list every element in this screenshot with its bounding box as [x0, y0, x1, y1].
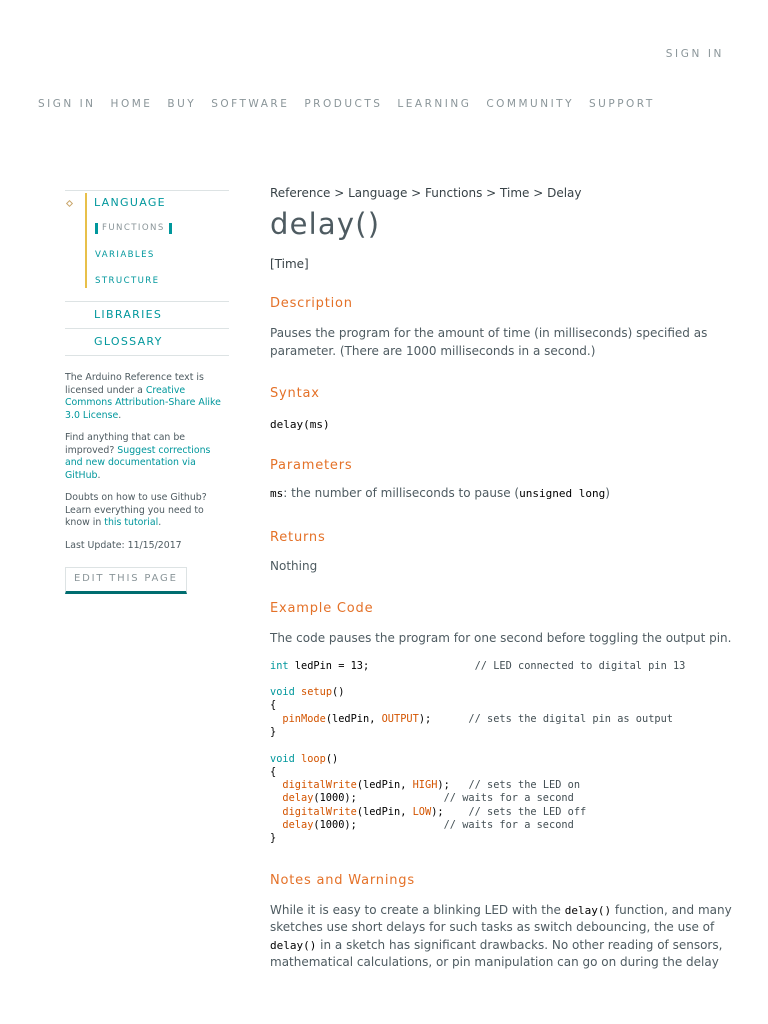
sidebar-subitem-functions[interactable]: FUNCTIONS: [95, 223, 172, 234]
example-intro: The code pauses the program for one second before toggling the output pin.: [270, 631, 732, 645]
nav-community[interactable]: COMMUNITY: [486, 98, 575, 110]
code-text: ledPin = 13;: [288, 659, 370, 672]
code-text: (1000);: [313, 819, 357, 832]
notes-part: in a sketch has significant drawbacks. No other reading of sensors, mathematical calculations, or pin manipulation can go on during the delay: [270, 937, 723, 970]
code-comment: // LED connected to digital pin 13: [474, 659, 686, 672]
breadcrumb-separator: >: [330, 186, 349, 200]
code-constant: HIGH: [412, 779, 438, 792]
main-nav: [38, 98, 670, 110]
returns-text: Nothing: [270, 558, 318, 573]
code-function: setup: [301, 686, 333, 699]
notes-code: delay(): [270, 938, 317, 952]
nav-home[interactable]: HOME: [110, 98, 153, 110]
diamond-icon: [66, 200, 73, 207]
notes-code: delay(): [564, 903, 612, 917]
github-suffix: .: [158, 517, 162, 528]
code-text: );: [418, 712, 432, 725]
notes-part: function, and many sketches use short delays for such tasks as switch debouncing, the use of: [270, 902, 732, 935]
breadcrumb-separator: >: [529, 186, 548, 200]
code-text: (): [332, 686, 345, 699]
last-update: Last Update: 11/15/2017: [65, 539, 182, 551]
nav-products[interactable]: PRODUCTS: [304, 98, 383, 110]
notes-part: While it is easy to create a blinking LED with the: [270, 902, 565, 917]
license-text: The Arduino Reference text is licensed under a: [65, 372, 204, 396]
nav-learning[interactable]: LEARNING: [397, 98, 472, 110]
code-text: (ledPin,: [325, 712, 382, 725]
code-comment: // waits for a second: [443, 792, 574, 805]
code-function: delay: [282, 819, 314, 832]
code-comment: // sets the LED off: [468, 805, 587, 818]
github-text: Doubts on how to use Github? Learn everything you need to know in: [65, 492, 207, 528]
main-content: [270, 186, 740, 972]
code-text: (1000);: [313, 792, 357, 805]
sidebar-row: [65, 329, 229, 355]
notes-heading: Notes and Warnings: [270, 872, 415, 888]
syntax-heading: Syntax: [270, 386, 320, 401]
sidebar-item-libraries[interactable]: LIBRARIES: [94, 308, 163, 321]
sidebar-subitem-structure[interactable]: STRUCTURE: [95, 276, 160, 286]
breadcrumb-language[interactable]: Language: [348, 186, 408, 200]
nav-support[interactable]: SUPPORT: [589, 98, 655, 110]
page-title: delay(): [270, 207, 381, 241]
code-comment: // waits for a second: [443, 819, 574, 832]
sidebar-subitem-variables[interactable]: VARIABLES: [95, 250, 155, 260]
improve-text: Find anything that can be improved?: [65, 432, 186, 456]
example-heading: Example Code: [270, 601, 374, 616]
license-link[interactable]: Creative Commons Attribution-Share Alike 3.0 License: [65, 384, 221, 421]
code-text: (ledPin,: [356, 805, 413, 818]
code-keyword: void: [270, 752, 295, 765]
param-desc: : the number of milliseconds to pause (: [283, 486, 520, 500]
code-brace: {: [270, 699, 277, 712]
param-type: unsigned long: [519, 487, 606, 500]
language-section: [65, 191, 229, 291]
syntax-code: delay(ms): [270, 418, 330, 431]
code-function: loop: [301, 752, 326, 765]
divider: [65, 355, 229, 356]
description-text: Pauses the program for the amount of time (in milliseconds) specified as parameter. (There are 1000 milliseconds in a second.): [270, 326, 708, 358]
code-constant: LOW: [412, 805, 432, 818]
code-brace: {: [270, 765, 277, 778]
code-function: digitalWrite: [282, 779, 357, 792]
syntax-line: [270, 413, 740, 432]
breadcrumb-time[interactable]: Time: [500, 186, 530, 200]
sidebar: [65, 190, 229, 594]
parameters-text: [270, 485, 740, 503]
code-comment: // sets the LED on: [468, 779, 581, 792]
active-section-bar: [85, 193, 87, 288]
code-text: (): [325, 752, 339, 765]
example-code-block: [270, 660, 740, 846]
code-function: delay: [282, 792, 314, 805]
parameters-heading: Parameters: [270, 458, 353, 473]
sidebar-item-language[interactable]: LANGUAGE: [94, 196, 166, 209]
code-brace: }: [270, 725, 277, 738]
code-text: );: [431, 805, 444, 818]
code-function: digitalWrite: [282, 805, 357, 818]
code-text: );: [437, 779, 450, 792]
tutorial-link[interactable]: this tutorial: [104, 517, 159, 528]
nav-software[interactable]: SOFTWARE: [211, 98, 290, 110]
breadcrumb-reference[interactable]: Reference: [270, 186, 331, 200]
nav-sign-in[interactable]: SIGN IN: [38, 98, 96, 110]
license-note: [65, 372, 229, 422]
code-function: pinMode: [282, 712, 326, 725]
github-note: [65, 492, 229, 530]
returns-heading: Returns: [270, 529, 326, 545]
category-tag: [Time]: [270, 257, 309, 271]
code-text: (ledPin,: [356, 779, 413, 792]
license-suffix: .: [118, 409, 122, 421]
code-comment: // sets the digital pin as output: [468, 712, 673, 725]
code-keyword: void: [270, 686, 295, 699]
code-keyword: int: [270, 659, 289, 672]
code-constant: OUTPUT: [381, 712, 419, 725]
improve-note: [65, 432, 229, 482]
improve-suffix: .: [97, 469, 101, 481]
sidebar-item-glossary[interactable]: GLOSSARY: [94, 335, 163, 348]
nav-buy[interactable]: BUY: [167, 98, 197, 110]
suggest-corrections-link[interactable]: Suggest corrections and new documentation via GitHub: [65, 444, 211, 481]
notes-text: [270, 902, 740, 972]
code-brace: }: [270, 832, 277, 845]
edit-page-button[interactable]: EDIT THIS PAGE: [65, 567, 187, 594]
param-close: ): [605, 486, 610, 500]
breadcrumb: [270, 186, 740, 200]
breadcrumb-separator: >: [482, 186, 501, 200]
breadcrumb-functions[interactable]: Functions: [425, 186, 483, 200]
sign-in-link[interactable]: SIGN IN: [665, 48, 724, 60]
param-name: ms: [270, 487, 284, 500]
breadcrumb-delay[interactable]: Delay: [547, 186, 582, 200]
description-heading: Description: [270, 296, 353, 311]
breadcrumb-separator: >: [407, 186, 426, 200]
sidebar-row: [65, 302, 229, 328]
